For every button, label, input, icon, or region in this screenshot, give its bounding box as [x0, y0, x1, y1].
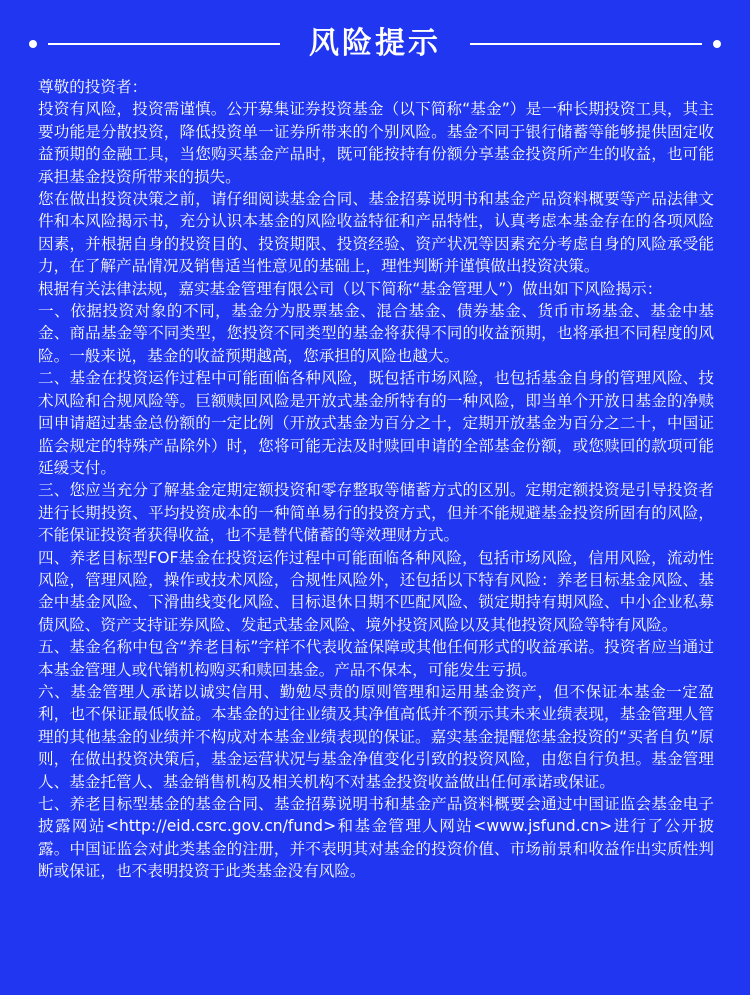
right-divider — [470, 43, 702, 45]
header — [0, 20, 750, 68]
paragraph-item-4: 四、养老目标型FOF基金在投资运作过程中可能面临各种风险，包括市场风险，信用风险，流动性风险，管理风险，操作或技术风险，合规性风险外，还包括以下特有风险：养老目标基金风险、基金中基金风险、下滑曲线变化风险、目标退休日期不匹配风险、锁定期持有期风险、中小企业私募债风险、资产支持证券风险、发起式基金风险、境外投资风险以及其他投资风险等特有风险。 — [38, 548, 714, 634]
paragraph-item-7: 七、养老目标型基金的基金合同、基金招募说明书和基金产品资料概要会通过中国证监会基金电子披露网站<http://eid.csrc.gov.cn/fund>和基金管理人网站<www.jsfund.cn>进行了公开披露。中国证监会对此类基金的注册，并不表明其对基金的投资价值、市场前景和收益作出实质性判断或保证，也不表明投资于此类基金没有风险。 — [38, 795, 714, 881]
left-dot-icon — [29, 40, 37, 48]
paragraph-item-6: 六、基金管理人承诺以诚实信用、勤勉尽责的原则管理和运用基金资产，但不保证本基金一定盈利，也不保证最低收益。本基金的过往业绩及其净值高低并不预示其未来业绩表现，基金管理人管理的其他基金的业绩并不构成对本基金业绩表现的保证。嘉实基金提醒您基金投资的“买者自负”原则，在做出投资决策后，基金运营状况与基金净值变化引致的投资风险，由您自行负担。基金管理人、基金托管人、基金销售机构及相关机构不对基金投资收益做出任何承诺或保证。 — [38, 682, 714, 791]
paragraph-item-1: 一、依据投资对象的不同，基金分为股票基金、混合基金、债券基金、货币市场基金、基金中基金、商品基金等不同类型，您投资不同类型的基金将获得不同的收益预期，也将承担不同程度的风险。一般来说，基金的收益预期越高，您承担的风险也越大。 — [38, 302, 714, 365]
paragraph-item-2: 二、基金在投资运作过程中可能面临各种风险，既包括市场风险，也包括基金自身的管理风险、技术风险和合规风险等。巨额赎回风险是开放式基金所特有的一种风险，即当单个开放日基金的净赎回申请超过基金总份额的一定比例（开放式基金为百分之十，定期开放基金为百分之二十，中国证监会规定的特殊产品除外）时，您将可能无法及时赎回申请的全部基金份额，或您赎回的款项可能延缓支付。 — [38, 369, 714, 477]
paragraph-basis: 根据有关法律法规，嘉实基金管理有限公司（以下简称“基金管理人”）做出如下风险揭示： — [38, 279, 663, 298]
disclosure-content — [38, 76, 714, 883]
paragraph-item-5: 五、基金名称中包含“养老目标”字样不代表收益保障或其他任何形式的收益承诺。投资者应当通过本基金管理人或代销机构购买和赎回基金。产品不保本，可能发生亏损。 — [38, 638, 714, 679]
page-title: 风险提示 — [309, 26, 441, 61]
right-dot-icon — [713, 40, 721, 48]
left-divider — [48, 43, 280, 45]
paragraph-decision: 您在做出投资决策之前，请仔细阅读基金合同、基金招募说明书和基金产品资料概要等产品法律文件和本风险揭示书，充分认识本基金的风险收益特征和产品特性，认真考虑本基金存在的各项风险因素，并根据自身的投资目的、投资期限、投资经验、资产状况等因素充分考虑自身的风险承受能力，在了解产品情况及销售适当性意见的基础上，理性判断并谨慎做出投资决策。 — [38, 190, 714, 276]
paragraph-intro: 投资有风险，投资需谨慎。公开募集证券投资基金（以下简称“基金”）是一种长期投资工具，其主要功能是分散投资，降低投资单一证券所带来的个别风险。基金不同于银行储蓄等能够提供固定收益预期的金融工具，当您购买基金产品时，既可能按持有份额分享基金投资所产生的收益，也可能承担基金投资所带来的损失。 — [38, 100, 714, 186]
paragraph-item-3: 三、您应当充分了解基金定期定额投资和零存整取等储蓄方式的区别。定期定额投资是引导投资者进行长期投资、平均投资成本的一种简单易行的投资方式，但并不能规避基金投资所固有的风险，不能保证投资者获得收益，也不是替代储蓄的等效理财方式。 — [38, 481, 714, 545]
greeting: 尊敬的投资者： — [38, 78, 148, 96]
